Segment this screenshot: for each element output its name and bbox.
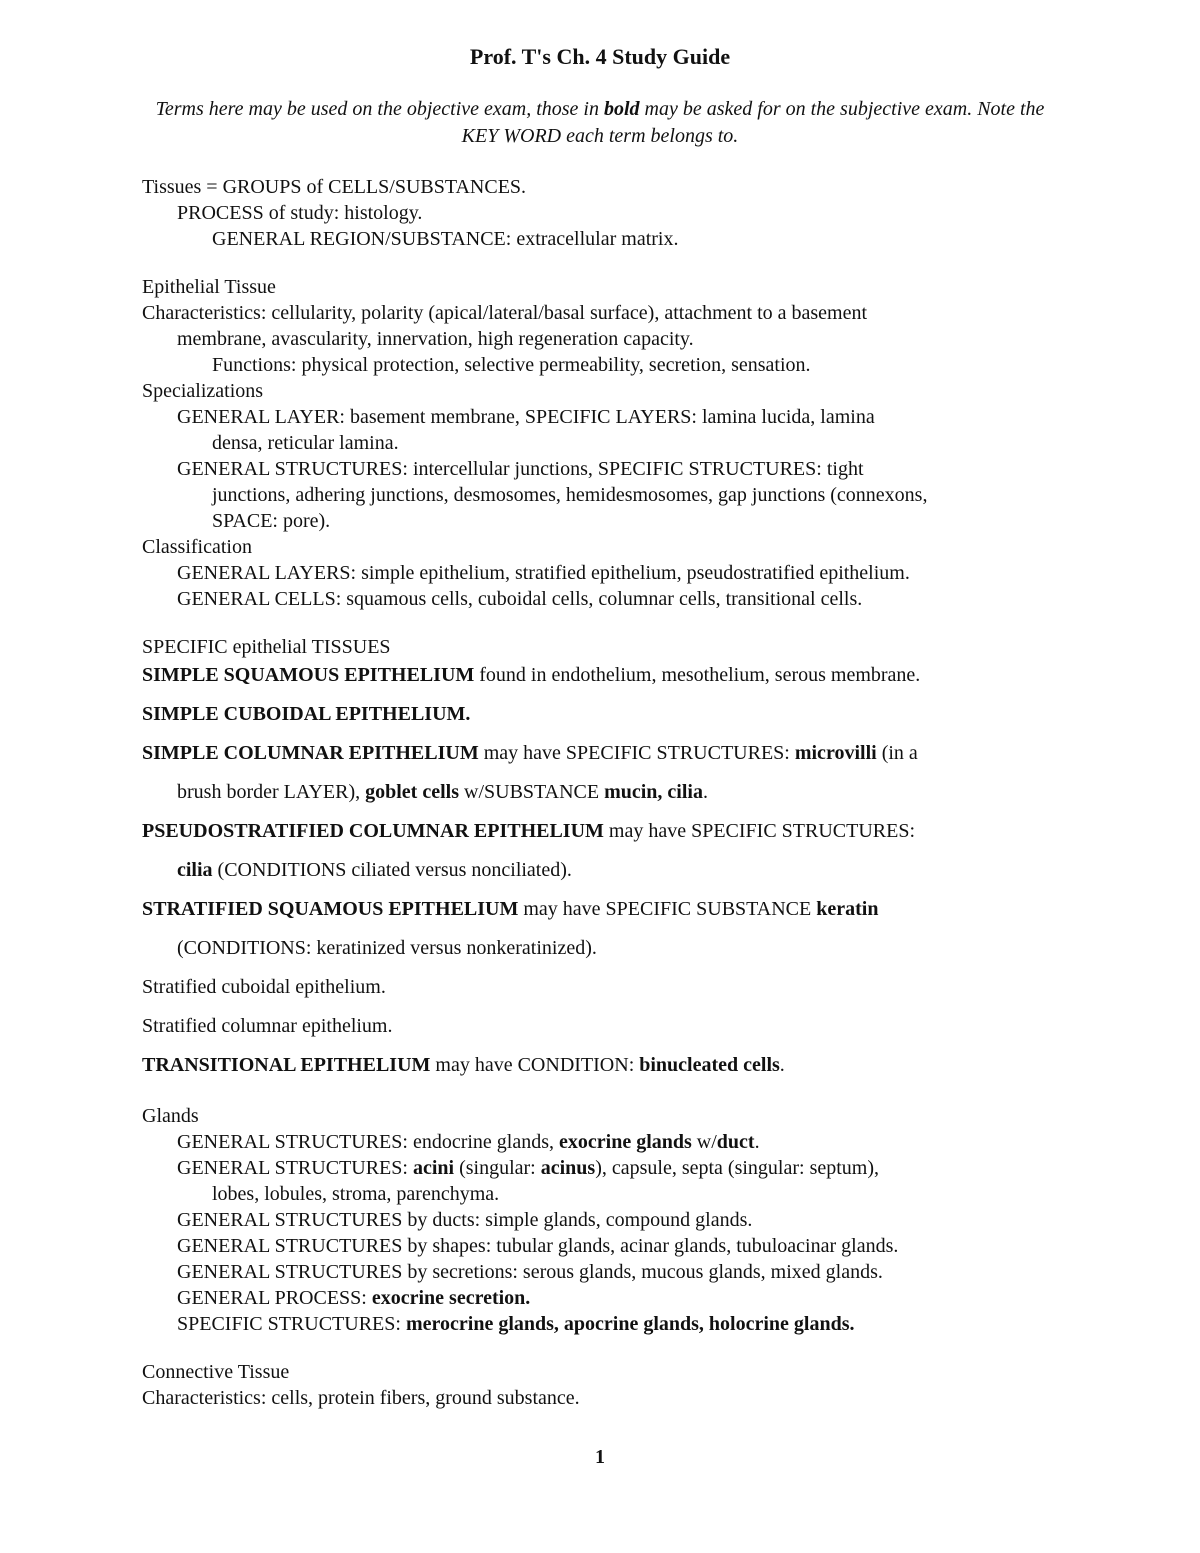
page-title: Prof. T's Ch. 4 Study Guide <box>469 44 731 69</box>
mucin-cilia-term: mucin, cilia <box>604 781 703 803</box>
stratified-columnar-line: Stratified columnar epithelium. <box>142 1015 393 1037</box>
simple-columnar-line-cont <box>142 773 1072 812</box>
brush-border-text: brush border LAYER), <box>177 781 366 803</box>
specialization-structures: GENERAL STRUCTURES: intercellular junctions, SPECIFIC STRUCTURES: tight <box>177 458 864 480</box>
pseudostratified-term: PSEUDOSTRATIFIED COLUMNAR EPITHELIUM <box>142 820 604 842</box>
pseudostratified-line-cont <box>142 851 1072 890</box>
stratified-squamous-text: may have SPECIFIC SUBSTANCE <box>518 898 817 920</box>
microvilli-term: microvilli <box>794 742 877 764</box>
tissues-definition: Tissues = GROUPS of CELLS/SUBSTANCES. <box>142 176 527 198</box>
epithelial-heading: Epithelial Tissue <box>142 276 276 298</box>
acinus-term: acinus <box>540 1157 596 1179</box>
simple-columnar-text-2: (in a <box>876 742 918 764</box>
exocrine-glands-term: exocrine glands <box>559 1131 692 1153</box>
goblet-cells-term: goblet cells <box>365 781 459 803</box>
glands-structures-2 <box>142 1155 1072 1181</box>
binucleated-term: binucleated cells <box>639 1054 780 1076</box>
epithelial-functions: Functions: physical protection, selective permeability, secretion, sensation. <box>212 354 811 376</box>
glands-process <box>142 1285 1072 1311</box>
simple-columnar-line <box>142 734 1072 773</box>
specialization-layers: GENERAL LAYER: basement membrane, SPECIFIC LAYERS: lamina lucida, lamina <box>177 406 875 428</box>
epithelial-characteristics: Characteristics: cellularity, polarity (apical/lateral/basal surface), attachment to a basement <box>142 302 868 324</box>
glands-by-secretions: GENERAL STRUCTURES by secretions: serous glands, mucous glands, mixed glands. <box>177 1261 883 1283</box>
glands-by-shapes: GENERAL STRUCTURES by shapes: tubular glands, acinar glands, tubuloacinar glands. <box>177 1235 899 1257</box>
acini-term: acini <box>412 1157 455 1179</box>
specific-tissues-heading: SPECIFIC epithelial TISSUES <box>142 636 391 658</box>
epithelial-characteristics-cont: membrane, avascularity, innervation, high regeneration capacity. <box>177 328 694 350</box>
substance-text: w/SUBSTANCE <box>459 781 605 803</box>
intro-text-2: may be asked for on the subjective exam. Note the KEY WORD each term belongs to. <box>461 98 1045 147</box>
stratified-squamous-line-cont: (CONDITIONS: keratinized versus nonkeratinized). <box>177 937 597 959</box>
simple-columnar-text: may have SPECIFIC STRUCTURES: <box>478 742 795 764</box>
glands-text: GENERAL STRUCTURES: endocrine glands, <box>177 1131 560 1153</box>
stratified-squamous-term: STRATIFIED SQUAMOUS EPITHELIUM <box>142 898 519 920</box>
period: . <box>754 1131 760 1153</box>
specialization-layers-cont: densa, reticular lamina. <box>212 432 399 454</box>
connective-characteristics: Characteristics: cells, protein fibers, ground substance. <box>142 1387 580 1409</box>
glands-structures-2-cont: lobes, lobules, stroma, parenchyma. <box>212 1183 500 1205</box>
simple-cuboidal-line <box>142 695 1072 734</box>
page-number: 1 <box>595 1446 605 1468</box>
specializations-heading: Specializations <box>142 380 264 402</box>
section-glands <box>142 1103 1072 1411</box>
simple-cuboidal-term: SIMPLE CUBOIDAL EPITHELIUM. <box>142 703 471 725</box>
period: . <box>702 781 708 803</box>
cilia-term: cilia <box>177 859 213 881</box>
tissues-region: GENERAL REGION/SUBSTANCE: extracellular matrix. <box>212 228 679 250</box>
section-specific-tissues <box>142 656 1072 1085</box>
intro-text: Terms here may be used on the objective exam, those in <box>155 98 604 120</box>
glands-text-3: ), capsule, septa (singular: septum), <box>595 1157 879 1179</box>
glands-text: SPECIFIC STRUCTURES: <box>177 1313 406 1335</box>
duct-term: duct <box>716 1131 755 1153</box>
specialization-structures-cont-2: SPACE: pore). <box>212 510 331 532</box>
keratin-term: keratin <box>816 898 879 920</box>
connective-heading: Connective Tissue <box>142 1361 290 1383</box>
glands-text: GENERAL PROCESS: <box>177 1287 372 1309</box>
transitional-line <box>142 1046 1072 1085</box>
simple-columnar-term: SIMPLE COLUMNAR EPITHELIUM <box>142 742 479 764</box>
glands-text: GENERAL STRUCTURES: <box>177 1157 413 1179</box>
tissues-process: PROCESS of study: histology. <box>177 202 423 224</box>
glands-text-2: (singular: <box>454 1157 541 1179</box>
classification-heading: Classification <box>142 536 252 558</box>
period: . <box>779 1054 785 1076</box>
pseudostratified-text: may have SPECIFIC STRUCTURES: <box>603 820 916 842</box>
intro-paragraph <box>140 96 1060 150</box>
classification-layers: GENERAL LAYERS: simple epithelium, stratified epithelium, pseudostratified epithelium. <box>177 562 910 584</box>
simple-squamous-line <box>142 656 1072 695</box>
simple-squamous-term: SIMPLE SQUAMOUS EPITHELIUM <box>142 664 475 686</box>
glands-by-ducts: GENERAL STRUCTURES by ducts: simple glands, compound glands. <box>177 1209 753 1231</box>
cilia-conditions-text: (CONDITIONS ciliated versus nonciliated). <box>212 859 572 881</box>
classification-cells: GENERAL CELLS: squamous cells, cuboidal cells, columnar cells, transitional cells. <box>177 588 863 610</box>
transitional-term: TRANSITIONAL EPITHELIUM <box>142 1054 431 1076</box>
glands-heading: Glands <box>142 1105 199 1127</box>
gland-types-term: merocrine glands, apocrine glands, holocrine glands. <box>405 1313 855 1335</box>
stratified-cuboidal-line: Stratified cuboidal epithelium. <box>142 976 386 998</box>
specialization-structures-cont: junctions, adhering junctions, desmosomes, hemidesmosomes, gap junctions (connexons, <box>212 484 928 506</box>
stratified-squamous-line <box>142 890 1072 929</box>
pseudostratified-line <box>142 812 1072 851</box>
transitional-text: may have CONDITION: <box>430 1054 640 1076</box>
intro-bold-word: bold <box>603 98 640 120</box>
glands-text-2: w/ <box>691 1131 717 1153</box>
simple-squamous-text: found in endothelium, mesothelium, serous membrane. <box>474 664 921 686</box>
glands-specific-structures <box>142 1311 1072 1337</box>
exocrine-secretion-term: exocrine secretion. <box>371 1287 531 1309</box>
section-tissues <box>142 174 1072 660</box>
glands-structures-1 <box>142 1129 1072 1155</box>
